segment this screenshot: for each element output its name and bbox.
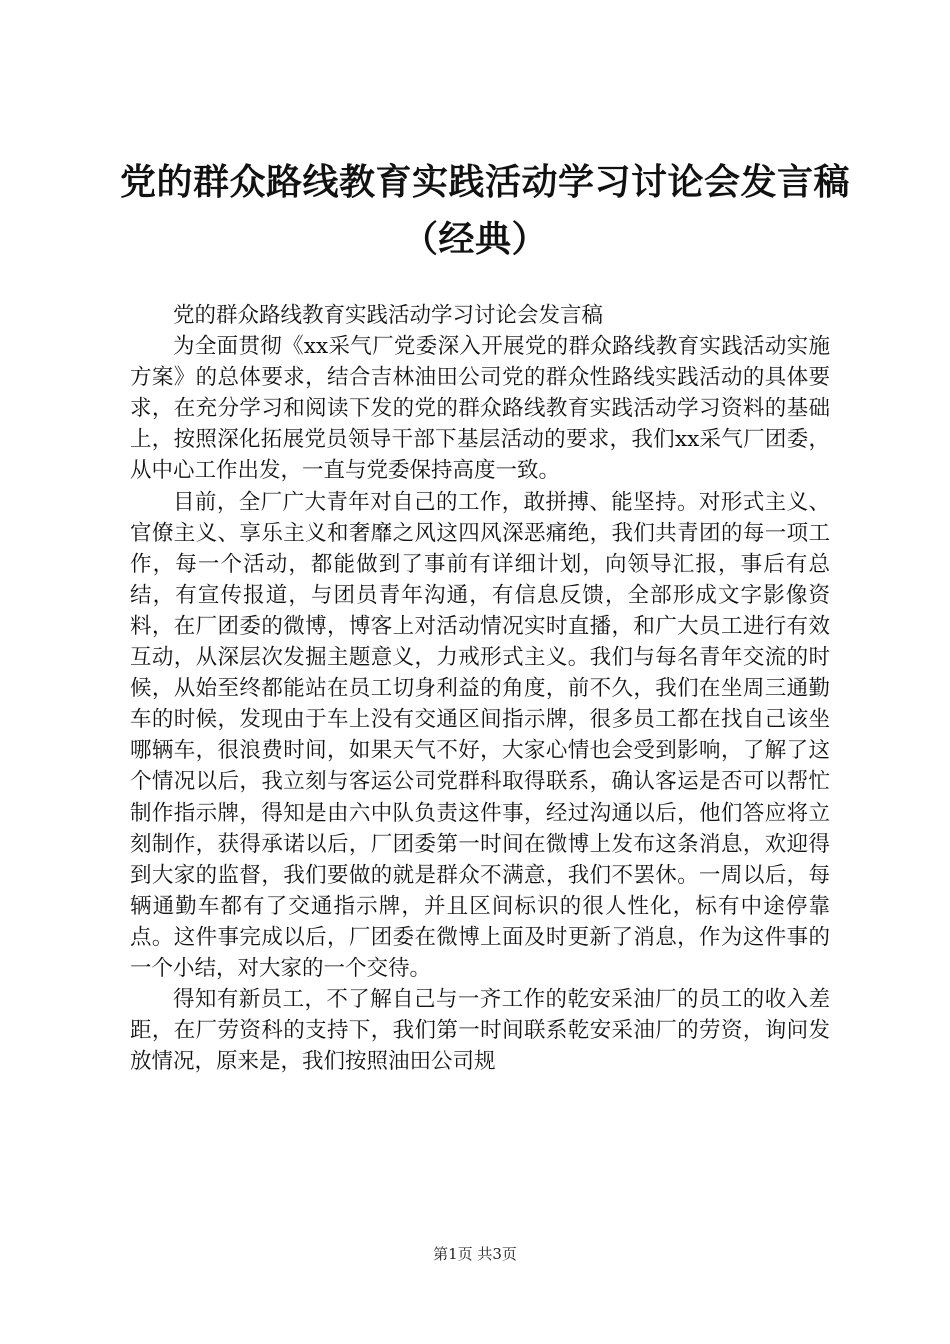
page-footer: 第1页 共3页 (433, 1245, 517, 1263)
paragraph-2: 目前，全厂广大青年对自己的工作，敢拼搏、能坚持。对形式主义、官僚主义、享乐主义和奢靡之风这四风深恶痛绝，我们共青团的每一项工作，每一个活动，都能做到了事前有详细计划，向领导汇报，事后有总结，有宣传报道，与团员青年沟通，有信息反馈，全部形成文字影像资料，在厂团委的微博，博客上对活动情况实时直播，和广大员工进行有效互动，从深层次发掘主题意义，力戒形式主义。我们与每名青年交流的时候，从始至终都能站在员工切身利益的角度，前不久，我们在坐周三通勤车的时候，发现由于车上没有交通区间指示牌，很多员工都在找自己该坐哪辆车，很浪费时间，如果天气不好，大家心情也会受到影响，了解了这个情况以后，我立刻与客运公司党群科取得联系，确认客运是否可以帮忙制作指示牌，得知是由六中队负责这件事，经过沟通以后，他们答应将立刻制作，获得承诺以后，厂团委第一时间在微博上发布这条消息，欢迎得到大家的监督，我们要做的就是群众不满意，我们不罢休。一周以后，每辆通勤车都有了交通指示牌，并且区间标识的很人性化，标有中途停靠点。这件事完成以后，厂团委在微博上面及时更新了消息，作为这件事的一个小结，对大家的一个交待。 (130, 489, 830, 981)
paragraph-3: 得知有新员工，不了解自己与一齐工作的乾安采油厂的员工的收入差距，在厂劳资科的支持下，我们第一时间联系乾安采油厂的劳资，询问发放情况，原来是，我们按照油田公司规 (130, 987, 830, 1075)
paragraph-1: 为全面贯彻《xx采气厂党委深入开展党的群众路线教育实践活动实施方案》的总体要求，结合吉林油田公司党的群众性路线实践活动的具体要求，在充分学习和阅读下发的党的群众路线教育实践活动学习资料的基础上，按照深化拓展党员领导干部下基层活动的要求，我们xx采气厂团委，从中心工作出发，一直与党委保持高度一致。 (130, 334, 830, 484)
paragraph-subtitle: 党的群众路线教育实践活动学习讨论会发言稿 (173, 303, 604, 328)
document-title-line2: （经典） (401, 219, 548, 260)
document-title-line1: 党的群众路线教育实践活动学习讨论会发言稿 (120, 162, 851, 203)
document-body (130, 300, 830, 1077)
